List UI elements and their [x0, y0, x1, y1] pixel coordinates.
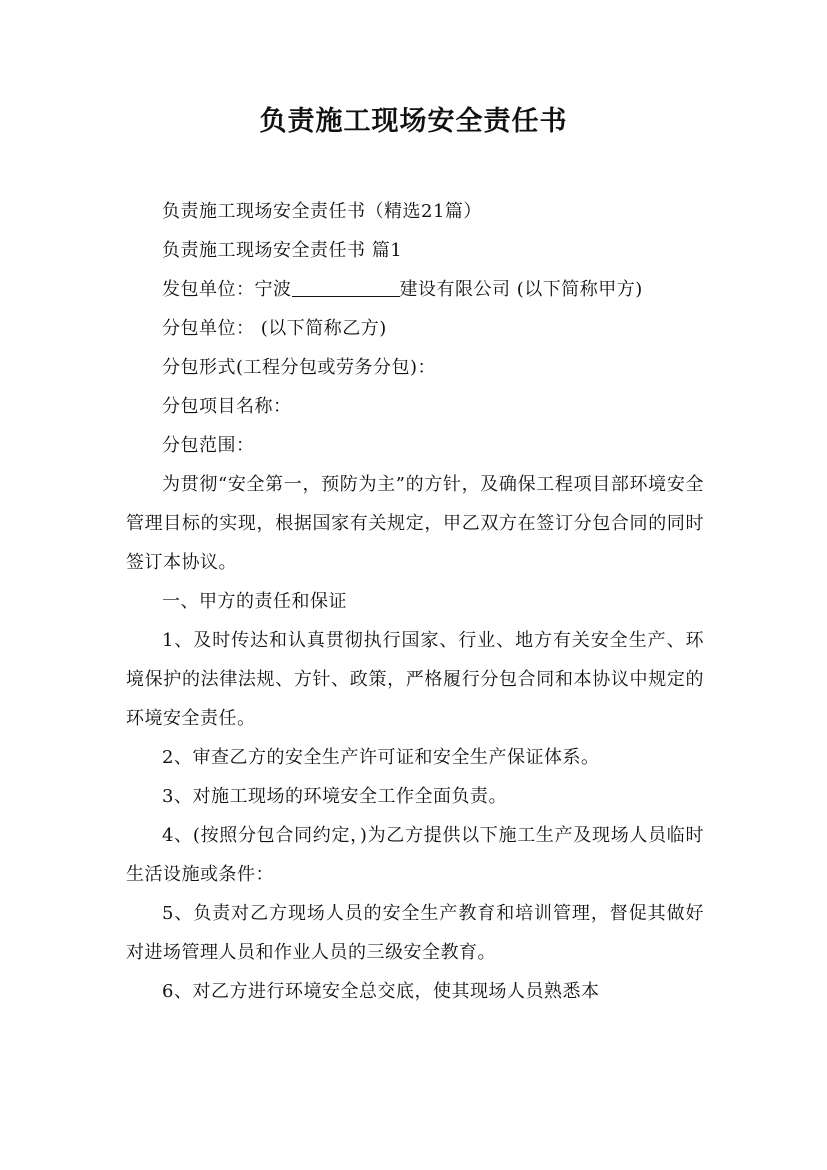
paragraph-contractor [126, 270, 704, 309]
contractor-suffix: 建设有限公司 (以下简称甲方) [399, 279, 643, 300]
paragraph-party-a-heading: 一、甲方的责任和保证 [162, 591, 347, 612]
paragraph-item-3: 3、对施工现场的环境安全工作全面负责。 [162, 786, 507, 807]
paragraph-item-4: 4、(按照分包合同约定，)为乙方提供以下施工生产及现场人员临时生活设施或条件： [126, 825, 704, 885]
paragraph-project-name: 分包项目名称： [162, 396, 292, 417]
paragraph-purpose: 为贯彻“安全第一，预防为主”的方针，及确保工程项目部环境安全管理目标的实现，根据国家有关规定，甲乙双方在签订分包合同的同时签订本协议。 [126, 474, 704, 573]
document-title: 负责施工现场安全责任书 [259, 106, 568, 137]
document-body [126, 192, 704, 1011]
contractor-blank-line [292, 278, 400, 297]
paragraph-form: 分包形式(工程分包或劳务分包)： [162, 357, 437, 378]
paragraph-section-heading: 负责施工现场安全责任书 篇1 [162, 240, 403, 261]
paragraph-subtitle: 负责施工现场安全责任书（精选21篇） [162, 201, 482, 222]
paragraph-scope: 分包范围： [162, 435, 255, 456]
paragraph-subcontractor: 分包单位： (以下简称乙方) [162, 318, 387, 339]
paragraph-item-5: 5、负责对乙方现场人员的安全生产教育和培训管理，督促其做好对进场管理人员和作业人员的三级安全教育。 [126, 903, 704, 963]
contractor-label: 发包单位：宁波 [162, 279, 292, 300]
paragraph-item-2: 2、审查乙方的安全生产许可证和安全生产保证体系。 [162, 747, 600, 768]
paragraph-item-6: 6、对乙方进行环境安全总交底，使其现场人员熟悉本 [162, 981, 600, 1002]
paragraph-item-1: 1、及时传达和认真贯彻执行国家、行业、地方有关安全生产、环境保护的法律法规、方针、政策，严格履行分包合同和本协议中规定的环境安全责任。 [126, 630, 704, 729]
